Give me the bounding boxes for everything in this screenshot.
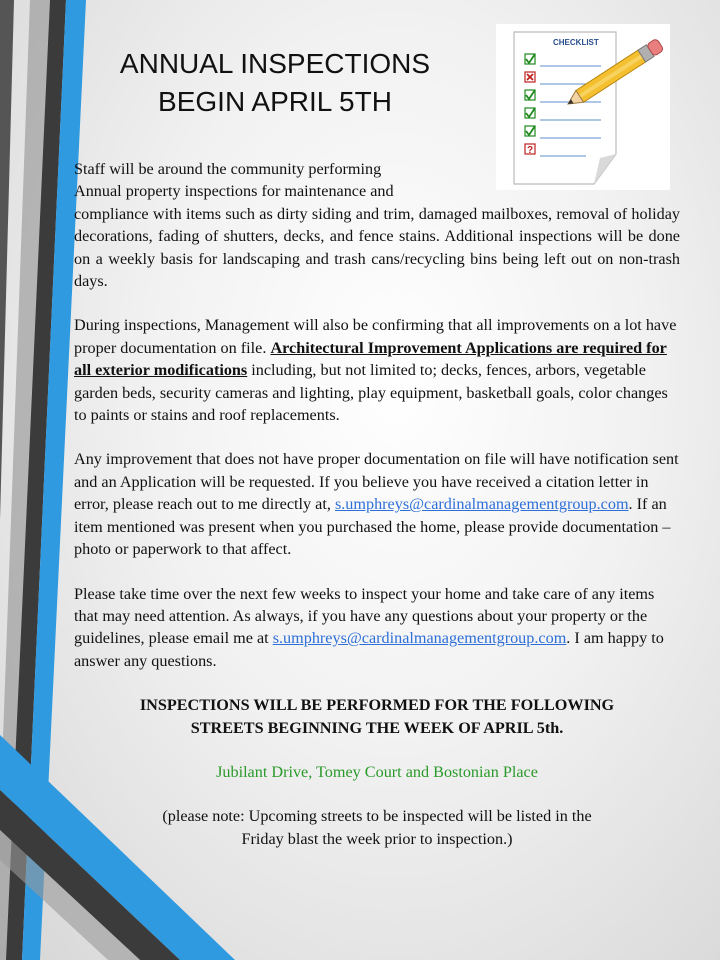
streets-heading-line2: STREETS BEGINNING THE WEEK OF APRIL 5th.: [190, 718, 564, 737]
main-content: [74, 158, 680, 850]
paragraph-reminder: [74, 583, 680, 673]
streets-heading: [74, 694, 680, 739]
note-line2: Friday blast the week prior to inspection.): [241, 829, 513, 848]
streets-heading-line1: INSPECTIONS WILL BE PERFORMED FOR THE FOLLOWING: [139, 696, 615, 715]
email-link-2[interactable]: s.umphreys@cardinalmanagementgroup.com: [272, 629, 567, 648]
stripe-dark-left: [0, 0, 14, 520]
paragraph2-after: including, but not limited to; decks, fences, arbors, vegetable garden beds, security cameras and lighting, play equipment, basketball goals, color changes to paints or stains and roof replacements.: [74, 361, 668, 425]
paragraph1-rest: compliance with items such as dirty siding and trim, damaged mailboxes, removal of holiday decorations, fading of shutters, decks, and fence stains. Additional inspections will be done on a weekly basis for landscaping and trash cans/recycling bins being left out on non-trash days.: [74, 204, 680, 291]
paragraph1-line2: Annual property inspections for maintenance and: [74, 182, 394, 201]
paragraph2-emphasis: Architectural Improvement Applications are required for all exterior modifications: [74, 338, 667, 380]
paragraph-citation: [74, 448, 680, 560]
svg-text:?: ?: [527, 145, 534, 156]
note-line1: (please note: Upcoming streets to be inspected will be listed in the: [162, 807, 592, 826]
email-link[interactable]: s.umphreys@cardinalmanagementgroup.com: [334, 495, 629, 514]
checklist-label: CHECKLIST: [553, 38, 599, 47]
streets-list: Jubilant Drive, Tomey Court and Bostonian Place: [216, 762, 538, 781]
paragraph2-before: During inspections, Management will also be confirming that all improvements on a lot have proper documentation on file.: [74, 316, 677, 357]
paragraph4-before: Please take time over the next few weeks to inspect your home and take care of any items that may need attention. As always, if you have any questions about your property or the guidelines, please email me at: [74, 584, 655, 648]
note: [74, 805, 680, 850]
paragraph1-line1: Staff will be around the community performing: [74, 160, 382, 178]
title-line-1: ANNUAL INSPECTIONS: [119, 48, 431, 79]
paragraph3-after: . If an item mentioned was present when you purchased the home, please provide documentation – photo or paperwork to that affect.: [74, 495, 671, 559]
paragraph-inspections: [74, 158, 680, 292]
paragraph3-before: Any improvement that does not have proper documentation on file will have notification sent and an Application will be requested. If you believe you have received a citation letter in error, please reach out to me directly at,: [74, 450, 679, 514]
paragraph-documentation: [74, 314, 680, 426]
title-line-2: BEGIN APRIL 5TH: [158, 86, 392, 117]
paragraph4-after: . I am happy to answer any questions.: [74, 629, 664, 670]
page-title: [95, 45, 455, 121]
